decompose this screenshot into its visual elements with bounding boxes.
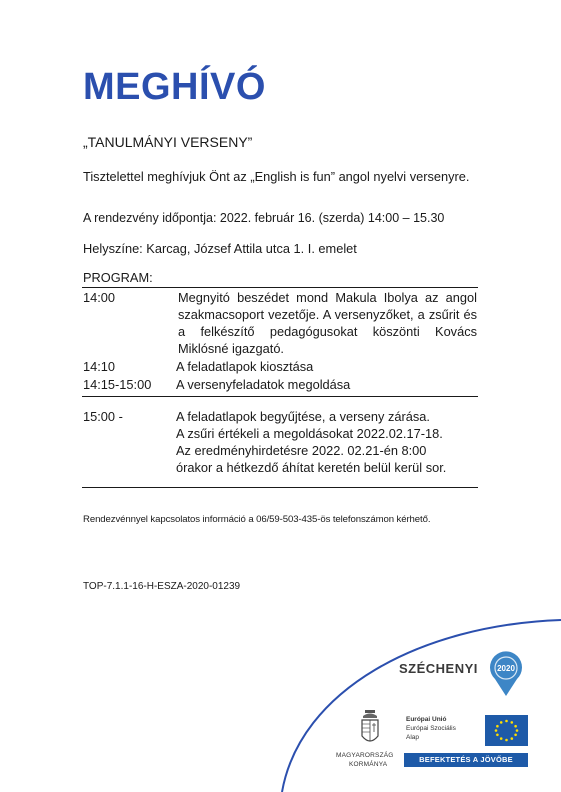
coat-of-arms-icon	[358, 708, 382, 750]
event-subtitle: „TANULMÁNYI VERSENY”	[83, 134, 253, 150]
program-time: 14:15-15:00	[83, 377, 152, 392]
government-label-line2: KORMÁNYA	[349, 761, 388, 768]
program-line: A zsűri értékeli a megoldásokat 2022.02.17-18.	[176, 426, 443, 441]
event-datetime: A rendezvény időpontja: 2022. február 16. (szerda) 14:00 – 15.30	[83, 211, 445, 225]
eu-flag-icon	[485, 715, 528, 746]
program-heading: PROGRAM:	[83, 270, 153, 285]
contact-info: Rendezvénnyel kapcsolatos információ a 06/59-503-435-ös telefonszámon kérhető.	[83, 514, 431, 525]
program-time: 14:10	[83, 359, 116, 374]
program-time: 14:00	[83, 290, 116, 305]
program-line: A feladatlapok begyűjtése, a verseny zárása.	[176, 409, 430, 424]
eu-label-line1: Európai Unió	[406, 716, 447, 723]
event-venue: Helyszíne: Karcag, József Attila utca 1. I. emelet	[83, 241, 357, 256]
eu-label-line2: Európai Szociális	[406, 725, 456, 732]
eu-label-line3: Alap	[406, 734, 420, 741]
program-line: órakor a hétkezdő áhítat keretén belül kerül sor.	[176, 460, 447, 475]
program-time: 15:00 -	[83, 409, 123, 424]
eu-slogan-banner: BEFEKTETÉS A JÖVŐBE	[404, 753, 528, 767]
szechenyi-year: 2020	[497, 664, 515, 673]
project-code: TOP-7.1.1-16-H-ESZA-2020-01239	[83, 581, 241, 592]
page-title: MEGHÍVÓ	[83, 66, 266, 108]
szechenyi-pin-icon	[489, 651, 523, 697]
program-line: Az eredményhirdetésre 2022. 02.21-én 8:00	[176, 443, 427, 458]
szechenyi-logo-text: SZÉCHENYI	[399, 661, 478, 676]
program-description: Megnyitó beszédet mond Makula Ibolya az angol szakmacsoport vezetője. A versenyzőket, a zsűrit és a felkészítő pedagógusokat köszönti Kovács Miklósné igazgató.	[178, 290, 477, 356]
intro-text: Tisztelettel meghívjuk Önt az „English is fun” angol nyelvi versenyre.	[83, 169, 470, 184]
government-label-line1: MAGYARORSZÁG	[336, 752, 394, 759]
program-description: A versenyfeladatok megoldása	[176, 377, 351, 392]
program-description: A feladatlapok kiosztása	[176, 359, 314, 374]
